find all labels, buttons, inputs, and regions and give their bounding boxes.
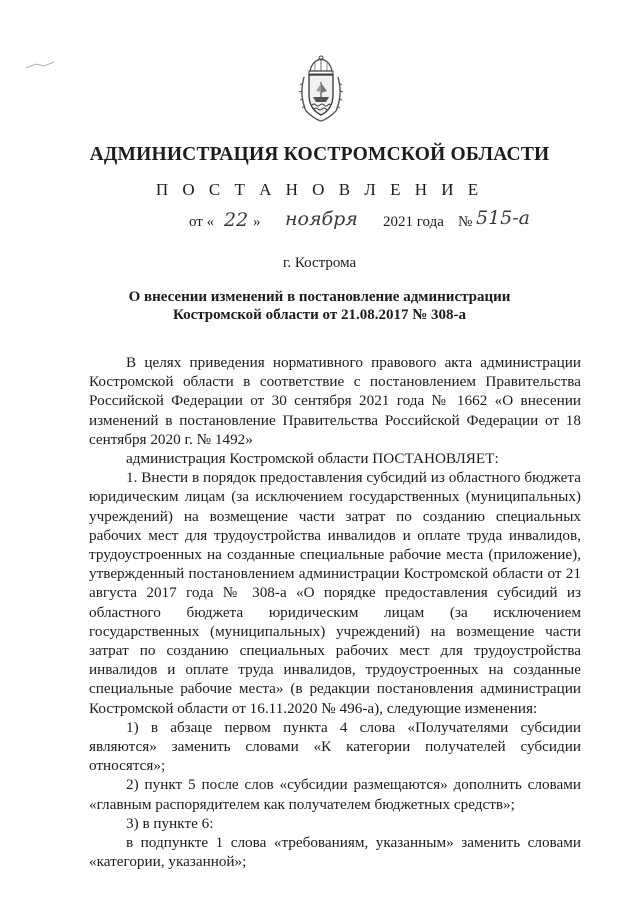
document-number-handwritten: 515-а (476, 207, 531, 229)
scan-artifact-mark (24, 58, 58, 72)
body-paragraph: 2) пункт 5 после слов «субсидии размещаются» дополнить словами «главным распорядителем как получателем бюджетных средств»; (89, 776, 581, 813)
document-subject (0, 288, 639, 324)
number-prefix: № (458, 214, 473, 230)
organization-title: АДМИНИСТРАЦИЯ КОСТРОМСКОЙ ОБЛАСТИ (89, 144, 550, 165)
subject-line-1: О внесении изменений в постановление администрации (128, 289, 511, 305)
subject-line-2: Костромской области от 21.08.2017 № 308-а (172, 307, 467, 323)
body-paragraph: 1. Внести в порядок предоставления субсидий из областного бюджета юридическим лицам (за исключением государственных (муниципальных) учреждений) на возмещение части затрат по созданию специальных рабочих мест для трудоустройства инвалидов и оплате труда инвалидов, трудоустроенных на созданные специальные рабочие места (приложение), утвержденный постановлением администрации Костромской области от 21 августа 2017 года № 308-а «О порядке предоставления субсидий из областного бюджета юридическим лицам (за исключением государственных (муниципальных) учреждений) на возмещение части затрат по созданию специальных рабочих мест для трудоустройства инвалидов и оплате труда инвалидов, трудоустроенных на созданные специальные рабочие места» (в редакции постановления администрации Костромской области от 16.11.2020 № 496-а), следующие изменения: (89, 469, 581, 717)
body-paragraph: 1) в абзаце первом пункта 4 слова «Получателями субсидии являются» заменить словами «К категории получателей субсидии относятся»; (89, 718, 581, 775)
body-paragraph: В целях приведения нормативного правового акта администрации Костромской области в соответствие с постановлением Правительства Российской Федерации от 30 сентября 2021 года № 1662 «О внесении изменений в постановление Правительства Российской Федерации от 18 сентября 2020 г. № 1492» (89, 354, 581, 448)
document-type-title: П О С Т А Н О В Л Е Н И Е (155, 180, 484, 199)
date-close-quote: » (253, 214, 261, 230)
document-body (89, 353, 581, 871)
body-paragraph: администрация Костромской области ПОСТАНОВЛЯЕТ: (126, 450, 499, 468)
city-line: г. Кострома (282, 255, 357, 271)
body-paragraph: 3) в пункте 6: (126, 814, 214, 832)
body-paragraph: в подпункте 1 слова «требованиям, указанным» заменить словами «категории, указанной»; (89, 834, 581, 871)
coat-of-arms-emblem-icon (296, 55, 346, 123)
date-year: 2021 года (383, 214, 444, 230)
date-month-handwritten: ноября (285, 208, 358, 230)
date-prefix: от « (189, 214, 215, 230)
date-day-handwritten: 22 (224, 209, 249, 231)
